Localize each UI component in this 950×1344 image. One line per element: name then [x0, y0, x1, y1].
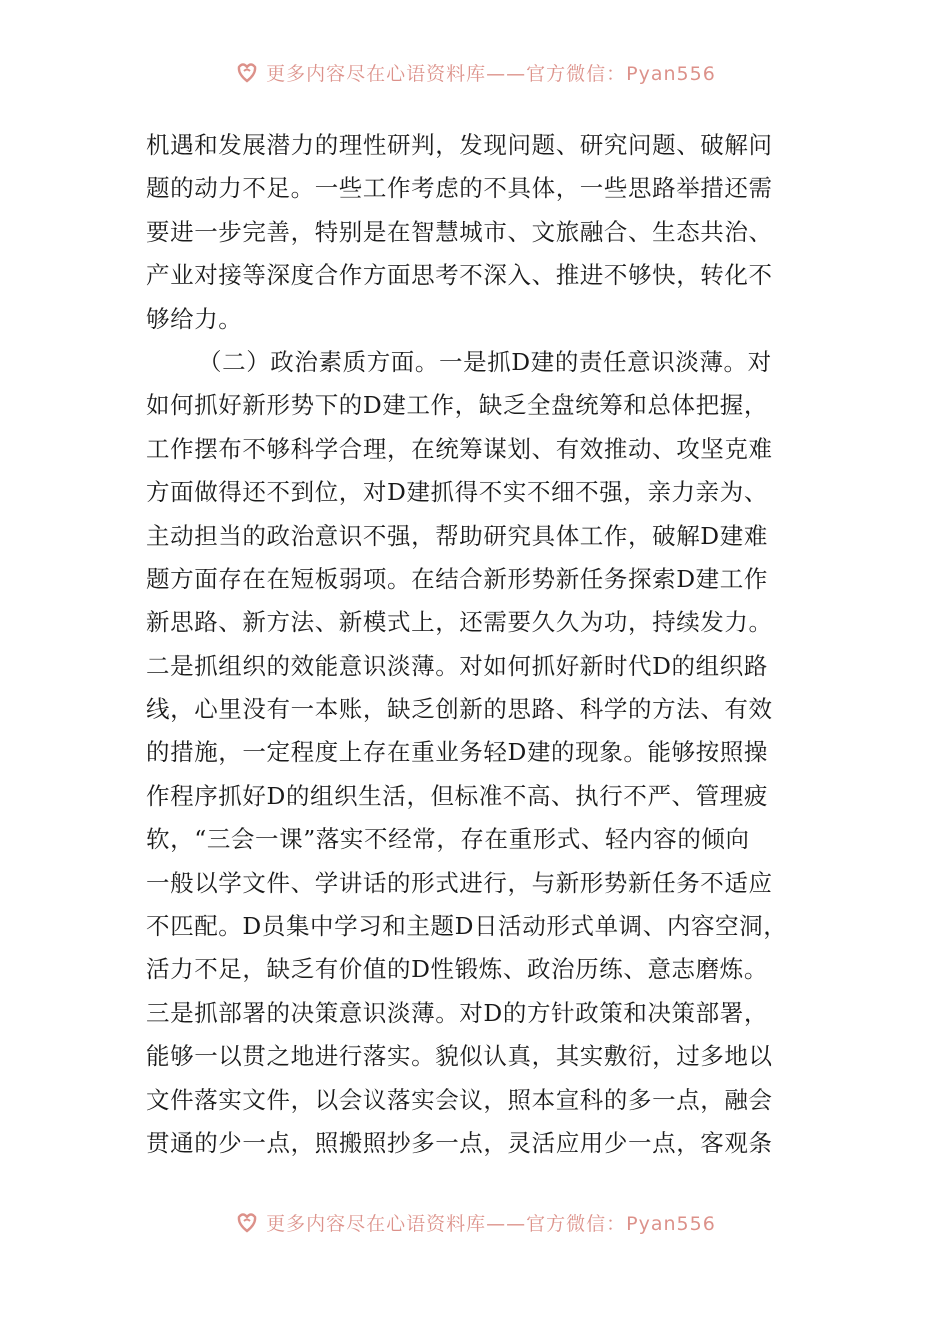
text-line: 活力不足，缺乏有价值的D性锻炼、政治历练、意志磨炼。 [146, 955, 768, 984]
watermark-text: 更多内容尽在心语资料库——官方微信：Pyan556 [266, 62, 716, 85]
text-line: 主动担当的政治意识不强，帮助研究具体工作，破解D建难 [146, 521, 768, 550]
text-line: 三是抓部署的决策意识淡薄。对D的方针政策和决策部署， [146, 998, 768, 1027]
document-body [146, 124, 822, 1165]
text-line: 方面做得还不到位，对D建抓得不实不细不强，亲力亲为、 [146, 478, 768, 507]
text-line: 工作摆布不够科学合理，在统筹谋划、有效推动、攻坚克难 [146, 434, 773, 463]
text-line: 机遇和发展潜力的理性研判，发现问题、研究问题、破解问 [146, 131, 773, 159]
text-line: 文件落实文件，以会议落实会议，照本宣科的多一点，融会 [146, 1085, 773, 1114]
watermark-footer [0, 1202, 950, 1242]
text-line: 产业对接等深度合作方面思考不深入、推进不够快，转化不 [146, 261, 773, 290]
text-line: 作程序抓好D的组织生活，但标准不高、执行不严、管理疲 [146, 781, 768, 810]
paragraph-2 [146, 341, 822, 1165]
text-line: 二是抓组织的效能意识淡薄。对如何抓好新时代D的组织路 [146, 651, 768, 680]
brand-logo-icon [234, 59, 260, 85]
text-line: 软，“三会一课”落实不经常，存在重形式、轻内容的倾向 [146, 825, 750, 854]
text-line: 新思路、新方法、新模式上，还需要久久为功，持续发力。 [146, 608, 773, 637]
text-line: 能够一以贯之地进行落实。貌似认真，其实敷衍，过多地以 [146, 1042, 773, 1071]
text-line: 线，心里没有一本账，缺乏创新的思路、科学的方法、有效 [146, 695, 773, 724]
text-line: 题方面存在在短板弱项。在结合新形势新任务探索D建工作 [146, 564, 768, 593]
text-line: 一般以学文件、学讲话的形式进行，与新形势新任务不适应 [146, 868, 773, 897]
watermark-text: 更多内容尽在心语资料库——官方微信：Pyan556 [266, 1212, 716, 1235]
paragraph-1 [146, 124, 822, 341]
text-line: 贯通的少一点，照搬照抄多一点，灵活应用少一点，客观条 [146, 1128, 773, 1157]
text-line: （二）政治素质方面。一是抓D建的责任意识淡薄。对 [198, 347, 772, 376]
text-line: 的措施，一定程度上存在重业务轻D建的现象。能够按照操 [146, 738, 768, 767]
text-line: 够给力。 [146, 304, 243, 333]
text-line: 不匹配。D员集中学习和主题D日活动形式单调、内容空洞， [146, 912, 788, 941]
text-line: 如何抓好新形势下的D建工作，缺乏全盘统筹和总体把握， [146, 391, 768, 420]
text-line: 题的动力不足。一些工作考虑的不具体，一些思路举措还需 [146, 174, 773, 203]
brand-logo-icon [234, 1209, 260, 1235]
text-line: 要进一步完善，特别是在智慧城市、文旅融合、生态共治、 [146, 217, 773, 246]
watermark-header [0, 52, 950, 92]
